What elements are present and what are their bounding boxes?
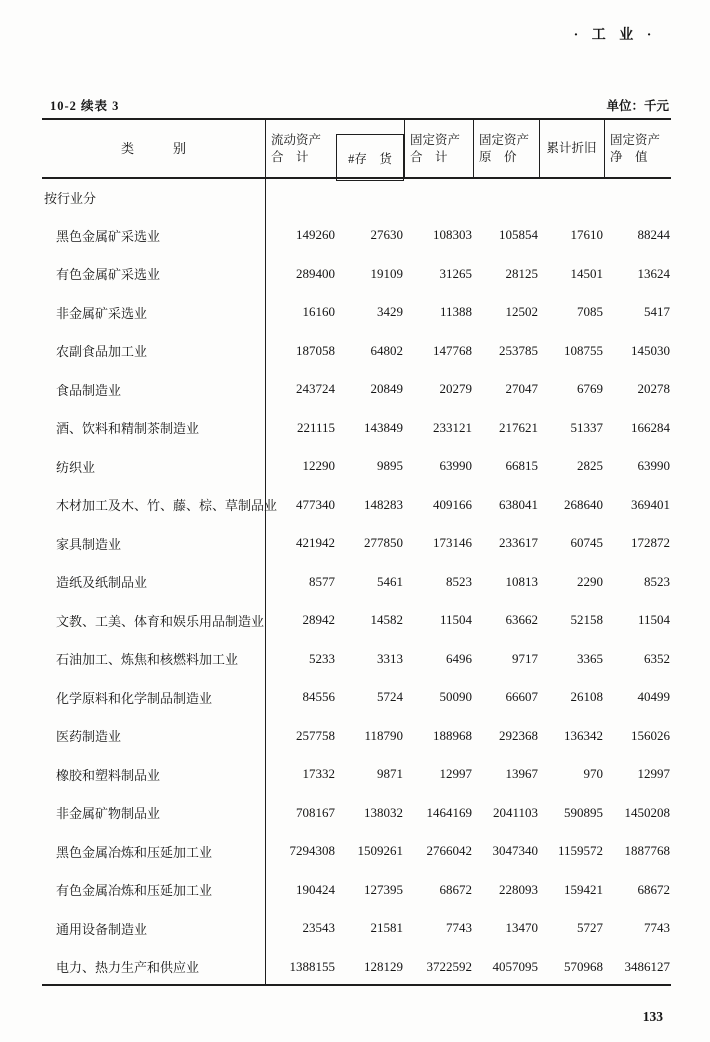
row-value: 257758 (296, 727, 335, 743)
row-value: 159421 (564, 881, 603, 897)
row-value: 228093 (499, 881, 538, 897)
row-value: 88244 (637, 227, 670, 243)
row-value: 27630 (370, 227, 403, 243)
row-value: 19109 (370, 265, 403, 281)
row-value: 17332 (302, 766, 335, 782)
row-value: 253785 (499, 342, 538, 358)
row-value: 68672 (637, 881, 670, 897)
row-category-label: 农副食品加工业 (56, 344, 148, 360)
row-value: 188968 (433, 727, 472, 743)
table-row (42, 871, 671, 910)
header-category-label: 类 别 (120, 141, 186, 156)
table-row (42, 524, 671, 563)
row-value: 9717 (512, 650, 538, 666)
table-row (42, 832, 671, 871)
row-value: 289400 (296, 265, 335, 281)
row-value: 233617 (499, 535, 538, 551)
row-value: 3429 (377, 304, 403, 320)
table-row (42, 486, 671, 525)
row-value: 50090 (439, 689, 472, 705)
header-line2: 合 计 (271, 149, 309, 164)
row-value: 28942 (302, 612, 335, 628)
row-value: 12997 (439, 766, 472, 782)
row-category-label: 黑色金属冶炼和压延加工业 (56, 844, 213, 860)
row-value: 708167 (296, 804, 335, 820)
row-category-label: 酒、饮料和精制茶制造业 (56, 421, 200, 437)
table-row (42, 293, 671, 332)
unit-label: 单位：千元 (606, 99, 669, 113)
table-row (42, 640, 671, 679)
table-body (42, 178, 671, 986)
row-value: 128129 (364, 958, 403, 974)
row-value: 20278 (637, 381, 670, 397)
row-category-label: 有色金属矿采选业 (56, 267, 161, 283)
row-value: 409166 (433, 496, 472, 512)
row-value: 138032 (364, 804, 403, 820)
row-value: 217621 (499, 419, 538, 435)
row-value: 12997 (637, 766, 670, 782)
row-value: 477340 (296, 496, 335, 512)
group-header-label: 按行业分 (44, 190, 97, 206)
row-value: 149260 (296, 227, 335, 243)
row-category-label: 纺织业 (56, 459, 96, 475)
row-value: 64802 (370, 342, 403, 358)
table-row (42, 216, 671, 255)
header-current-assets-total (265, 120, 336, 177)
table-row (42, 755, 671, 794)
row-value: 190424 (296, 881, 335, 897)
row-value: 173146 (433, 535, 472, 551)
row-value: 1509261 (357, 843, 403, 859)
row-value: 105854 (499, 227, 538, 243)
row-value: 1464169 (426, 804, 472, 820)
row-value: 277850 (364, 535, 403, 551)
row-category-label: 医药制造业 (56, 729, 122, 745)
table-row (42, 717, 671, 756)
row-value: 136342 (564, 727, 603, 743)
row-value: 21581 (370, 920, 403, 936)
row-value: 421942 (296, 535, 335, 551)
header-line2: 净 值 (610, 149, 648, 164)
row-value: 40499 (637, 689, 670, 705)
row-value: 1450208 (624, 804, 670, 820)
row-category-label: 通用设备制造业 (56, 921, 148, 937)
row-value: 14501 (570, 265, 603, 281)
row-value: 108755 (564, 342, 603, 358)
row-value: 3313 (377, 650, 403, 666)
row-value: 51337 (570, 419, 603, 435)
row-value: 63990 (439, 458, 472, 474)
row-value: 5727 (577, 920, 603, 936)
table-number-label: 10-2 续表 3 (50, 99, 120, 113)
row-value: 7743 (446, 920, 472, 936)
header-fixed-assets-total (404, 120, 473, 177)
row-value: 2041103 (492, 804, 538, 820)
row-value: 221115 (296, 419, 335, 435)
row-value: 13470 (505, 920, 538, 936)
header-line2: 原 价 (479, 149, 517, 164)
header-inventory-subbox (336, 134, 404, 181)
row-value: 8523 (446, 573, 472, 589)
header-line1: 固定资产 (610, 132, 661, 147)
row-value: 12290 (302, 458, 335, 474)
row-category-label: 家具制造业 (56, 536, 122, 552)
header-line1: 固定资产 (410, 132, 461, 147)
row-value: 63662 (505, 612, 538, 628)
row-category-label: 非金属矿采选业 (56, 305, 148, 321)
header-line2: 合 计 (410, 149, 448, 164)
row-value: 11504 (439, 612, 472, 628)
row-value: 11388 (439, 304, 472, 320)
row-category-label: 石油加工、炼焦和核燃料加工业 (56, 652, 239, 668)
row-value: 166284 (631, 419, 670, 435)
row-value: 5417 (644, 304, 670, 320)
row-value: 6496 (446, 650, 472, 666)
table-row (42, 948, 671, 987)
row-category-label: 文教、工美、体育和娱乐用品制造业 (56, 613, 265, 629)
row-category-label: 化学原料和化学制品制造业 (56, 690, 213, 706)
row-value: 243724 (296, 381, 335, 397)
row-value: 14582 (370, 612, 403, 628)
row-value: 187058 (296, 342, 335, 358)
row-value: 292368 (499, 727, 538, 743)
row-category-label: 非金属矿物制品业 (56, 806, 161, 822)
row-value: 3486127 (624, 958, 670, 974)
row-value: 590895 (564, 804, 603, 820)
row-value: 16160 (302, 304, 335, 320)
table-row (42, 794, 671, 833)
row-value: 68672 (439, 881, 472, 897)
row-value: 7085 (577, 304, 603, 320)
header-line1: 固定资产 (479, 132, 530, 147)
row-value: 127395 (364, 881, 403, 897)
row-value: 2766042 (426, 843, 472, 859)
table-row (42, 563, 671, 602)
header-inventory-label: #存 货 (348, 151, 392, 166)
row-category-label: 橡胶和塑料制品业 (56, 767, 161, 783)
table-row (42, 409, 671, 448)
row-value: 570968 (564, 958, 603, 974)
row-value: 52158 (570, 612, 603, 628)
row-value: 1887768 (624, 843, 670, 859)
row-value: 7743 (644, 920, 670, 936)
row-value: 7294308 (289, 843, 335, 859)
row-value: 1388155 (289, 958, 335, 974)
row-value: 28125 (505, 265, 538, 281)
row-value: 970 (583, 766, 603, 782)
row-value: 108303 (433, 227, 472, 243)
row-category-label: 食品制造业 (56, 382, 122, 398)
row-value: 145030 (631, 342, 670, 358)
row-value: 84556 (302, 689, 335, 705)
row-value: 268640 (564, 496, 603, 512)
row-value: 638041 (499, 496, 538, 512)
table-caption-row (42, 96, 671, 114)
row-value: 1159572 (557, 843, 603, 859)
header-line1: 流动资产 (271, 132, 322, 147)
row-value: 31265 (439, 265, 472, 281)
header-category (42, 120, 265, 177)
page-number: 133 (642, 1009, 663, 1024)
row-value: 118790 (364, 727, 403, 743)
row-value: 5724 (377, 689, 403, 705)
table-row (42, 909, 671, 948)
table-row (42, 678, 671, 717)
row-value: 3365 (577, 650, 603, 666)
row-value: 4057095 (492, 958, 538, 974)
section-header: · 工 业 · (573, 28, 657, 43)
row-value: 17610 (570, 227, 603, 243)
row-category-label: 黑色金属矿采选业 (56, 228, 161, 244)
data-table (42, 118, 671, 986)
row-category-label: 造纸及纸制品业 (56, 575, 148, 591)
row-value: 23543 (302, 920, 335, 936)
row-value: 9895 (377, 458, 403, 474)
header-label: 累计折旧 (546, 141, 597, 155)
header-accumulated-depreciation (539, 120, 604, 177)
row-value: 148283 (364, 496, 403, 512)
row-value: 2290 (577, 573, 603, 589)
row-value: 66815 (505, 458, 538, 474)
table-row (42, 370, 671, 409)
row-value: 3047340 (492, 843, 538, 859)
row-value: 13624 (637, 265, 670, 281)
row-value: 8577 (309, 573, 335, 589)
row-value: 63990 (637, 458, 670, 474)
group-header-row (42, 178, 671, 216)
row-value: 2825 (577, 458, 603, 474)
table-row (42, 601, 671, 640)
row-category-label: 电力、热力生产和供应业 (56, 960, 200, 976)
row-value: 3722592 (426, 958, 472, 974)
table-row (42, 255, 671, 294)
row-value: 8523 (644, 573, 670, 589)
table-row (42, 447, 671, 486)
row-value: 60745 (570, 535, 603, 551)
row-value: 20849 (370, 381, 403, 397)
row-value: 156026 (631, 727, 670, 743)
row-value: 143849 (364, 419, 403, 435)
row-value: 26108 (570, 689, 603, 705)
row-category-label: 有色金属冶炼和压延加工业 (56, 883, 213, 899)
row-value: 172872 (631, 535, 670, 551)
row-value: 13967 (505, 766, 538, 782)
row-value: 233121 (433, 419, 472, 435)
row-value: 66607 (505, 689, 538, 705)
table-row (42, 332, 671, 371)
header-fixed-assets-original (473, 120, 539, 177)
header-fixed-assets-net (604, 120, 671, 177)
row-value: 6769 (577, 381, 603, 397)
row-value: 147768 (433, 342, 472, 358)
row-value: 369401 (631, 496, 670, 512)
row-value: 9871 (377, 766, 403, 782)
row-value: 27047 (505, 381, 538, 397)
row-value: 20279 (439, 381, 472, 397)
row-category-label: 木材加工及木、竹、藤、棕、草制品业 (56, 498, 278, 514)
row-value: 6352 (644, 650, 670, 666)
row-value: 5233 (309, 650, 335, 666)
row-value: 5461 (377, 573, 403, 589)
row-value: 11504 (637, 612, 670, 628)
row-value: 10813 (505, 573, 538, 589)
row-value: 12502 (505, 304, 538, 320)
